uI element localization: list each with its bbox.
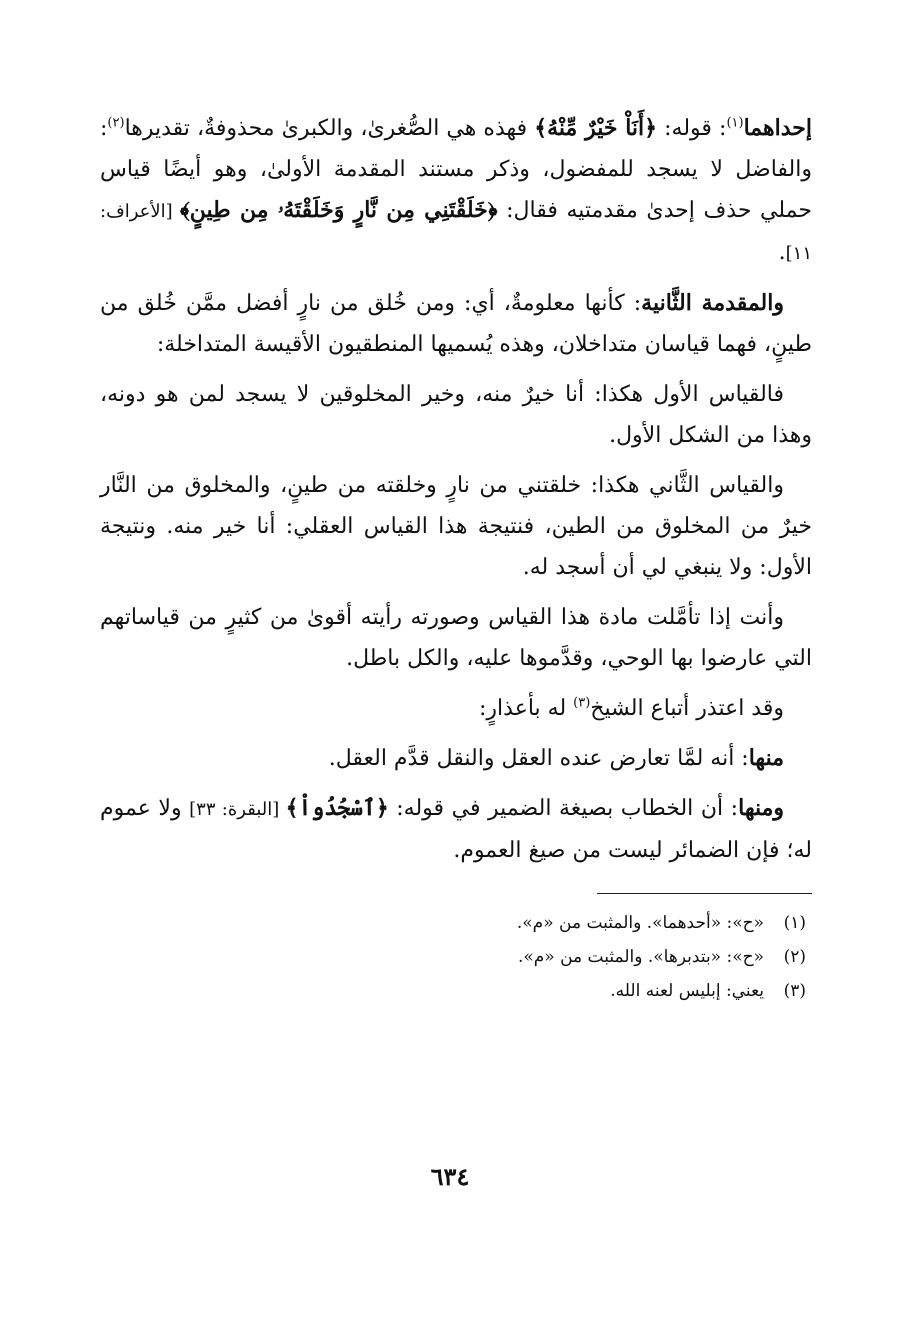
- quran-quote: ﴿خَلَقْتَنِي مِن نَّارٍ وَخَلَقْتَهُۥ مِن طِينٍ﴾: [180, 197, 498, 223]
- footnote-number: (٢): [783, 947, 806, 967]
- paragraph-7: [100, 738, 812, 779]
- paragraph-lead: ومنها: [738, 795, 784, 821]
- paragraph-text: : أن الخطاب بصيغة الضمير في قوله:: [388, 796, 739, 821]
- verse-reference: [الأعراف: ١١]: [100, 201, 812, 264]
- paragraph-4: والقياس الثَّاني هكذا: خلقتني من نارٍ وخلقته من طينٍ، والمخلوق من النَّار خيرٌ من المخلوق من الطين، فنتيجة هذا القياس العقلي: أنا خير منه. ونتيجة الأول: ولا ينبغي لي أن أسجد له.: [100, 473, 812, 580]
- footnote-number: (١): [783, 913, 806, 933]
- paragraph-2: [100, 283, 812, 365]
- footnote-ref-1[interactable]: (١): [726, 115, 744, 131]
- paragraph-text: : قوله:: [657, 116, 727, 141]
- footnote-separator: [597, 893, 812, 894]
- paragraph-1: [100, 108, 812, 274]
- paragraph-text: : كأنها معلومةٌ، أي: ومن خُلق من نارٍ أفضل ممَّن خُلق من طينٍ، فهما قياسان متداخلان، وهذه يُسميها المنطقيون الأقيسة المتداخلة:: [100, 291, 812, 357]
- verse-reference: [البقرة: ٣٣]: [189, 799, 286, 820]
- footnote-ref-2[interactable]: (٢): [107, 115, 125, 131]
- paragraph-text: : أنه لمَّا تعارض عنده العقل والنقل قدَّم العقل.: [328, 746, 749, 771]
- page-body: [100, 108, 812, 1008]
- paragraph-lead: إحداهما: [743, 115, 812, 141]
- paragraph-3: فالقياس الأول هكذا: أنا خيرٌ منه، وخير المخلوقين لا يسجد لمن هو دونه، وهذا من الشكل الأول.: [100, 382, 812, 448]
- paragraph-text: ولا عموم له؛ فإن الضمائر ليست من صيغ العموم.: [100, 796, 812, 863]
- footnote-ref-3[interactable]: (٣): [573, 695, 591, 711]
- footnote-3: [100, 974, 812, 1008]
- footnote-2: [100, 940, 812, 974]
- paragraph-6: [100, 688, 812, 729]
- footnote-text: «ح»: «أحدهما». والمثبت من «م».: [516, 913, 764, 933]
- paragraph-text: فهذه هي الصُّغرىٰ، والكبرىٰ محذوفةٌ، تقديرها: [124, 116, 535, 141]
- paragraph-text: .: [778, 240, 786, 265]
- paragraph-lead: والمقدمة الثَّانية: [641, 290, 784, 316]
- quran-quote: ﴿ٱسْجُدُواْ﴾: [285, 795, 389, 821]
- paragraph-8: [100, 788, 812, 871]
- paragraph-text: : والفاضل لا يسجد للمفضول، وذكر مستند المقدمة الأولىٰ، وهو أيضًا قياس حملي حذف إحدىٰ مقدمتيه فقال:: [100, 116, 812, 223]
- paragraph-5: وأنت إذا تأمَّلت مادة هذا القياس وصورته رأيته أقوىٰ من كثيرٍ من قياساتهم التي عارضوا بها الوحي، وقدَّموها عليه، والكل باطل.: [100, 605, 812, 671]
- page-number: ٦٣٤: [430, 1162, 470, 1191]
- paragraph-text: وقد اعتذر أتباع الشيخ: [590, 696, 784, 721]
- footnote-number: (٣): [783, 981, 806, 1001]
- paragraph-lead: منها: [748, 745, 784, 771]
- footnote-text: «ح»: «بتدبرها». والمثبت من «م».: [517, 947, 764, 967]
- footnote-1: [100, 906, 812, 940]
- paragraph-text: له بأعذارٍ:: [479, 696, 574, 721]
- footnotes: [100, 906, 812, 1008]
- footnote-text: يعني: إبليس لعنه الله.: [610, 981, 764, 1001]
- quran-quote: ﴿أَنَاْ خَيْرٌ مِّنْهُ﴾: [534, 115, 658, 141]
